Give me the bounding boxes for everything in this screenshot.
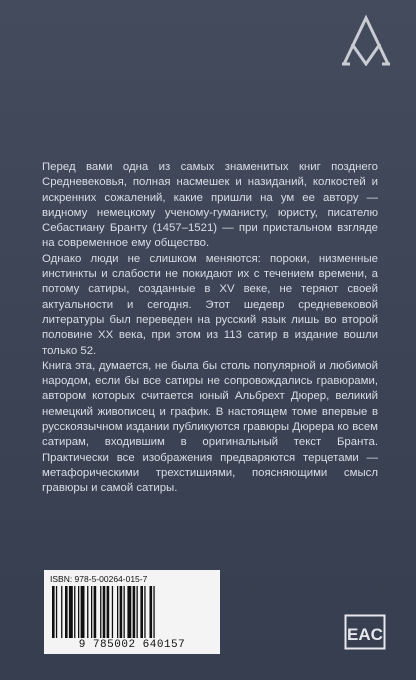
barcode-icon bbox=[50, 586, 214, 638]
barcode-digits: 9 785002 640157 bbox=[78, 639, 186, 651]
isbn-barcode-block bbox=[44, 570, 220, 654]
publisher-monogram-logo bbox=[338, 14, 394, 66]
annotation-text bbox=[42, 160, 378, 497]
isbn-label: ISBN: 978-5-00264-015-7 bbox=[50, 574, 148, 584]
eac-conformity-mark bbox=[344, 614, 386, 650]
annotation-paragraph: Книга эта, думается, не была бы столь популярной и любимой народом, если бы все сатиры не сопровождались гравюрами, автором которых считается юный Альбрехт Дюрер, великий немецкий живописец и график. В настоящем томе впервые в русскоязычном издании публикуются гравюры Дюрера ко всем сатирам, входившим в оригинальный текст Бранта. Практически все изображения предваряются терцетами — метафорическими трехстишиями, поясняющими смысл гравюры и самой сатиры. bbox=[42, 359, 378, 495]
annotation-paragraph: Перед вами одна из самых знаменитых книг позднего Средневековья, полная насмешек и назиданий, колкостей и искренних сожалений, какие пришли на ум ее автору — видному немецкому ученому-гуманисту, юристу, писателю Себастиану Бранту (1457–1521) — при пристальном взгляде на современное ему общество. bbox=[42, 161, 378, 250]
svg-text:EAC: EAC bbox=[347, 625, 383, 644]
annotation-paragraph: Однако люди не слишком меняются: пороки, низменные инстинкты и слабости не покидают их с течением времени, а потому сатиры, созданные в XV веке, не теряют своей актуальности и сегодня. Этот шедевр средневековой литературы был переведен на русский язык лишь во второй половине XX века, при этом из 113 сатир в издание вошли только 52. bbox=[42, 252, 378, 357]
